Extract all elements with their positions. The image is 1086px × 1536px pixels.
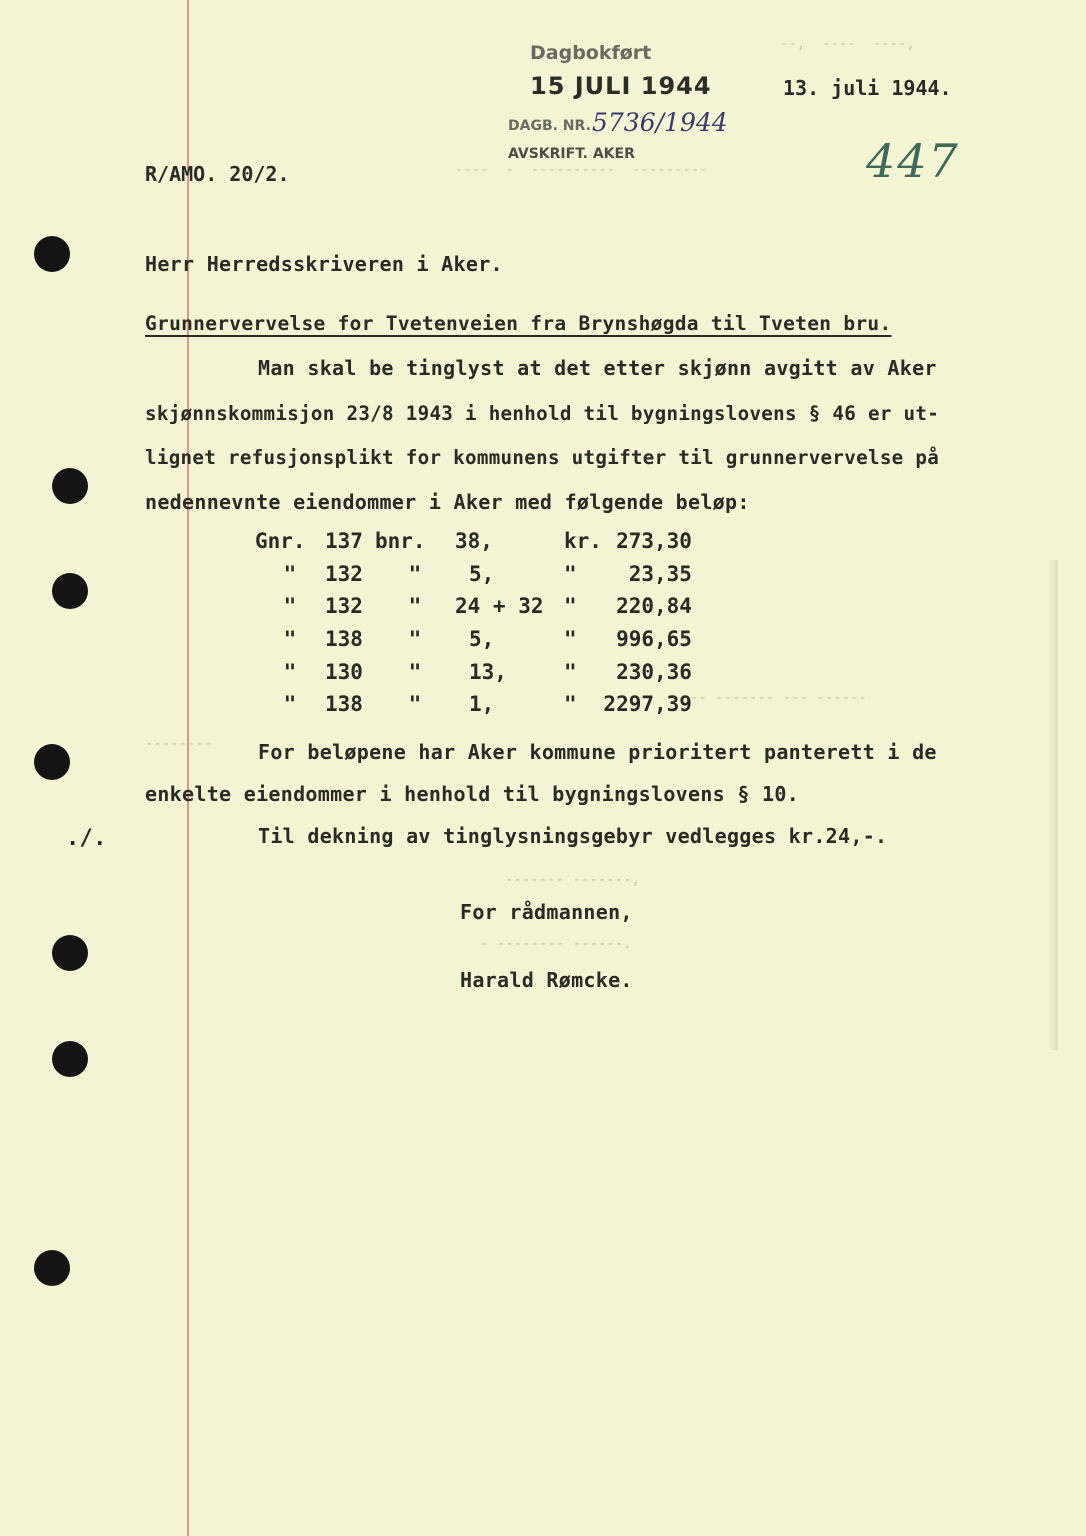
punch-hole (52, 573, 88, 609)
punch-hole (34, 236, 70, 272)
gnr-value: 130 (325, 659, 363, 684)
table-row (255, 558, 692, 591)
faint-bleed-through: --, ---- ----, (780, 36, 915, 52)
gnr-value: 137 (325, 529, 363, 554)
subject-line: Grunnervervelse for Tvetenveien fra Brynshøgda til Tveten bru. (145, 312, 892, 335)
amount: 2297,39 (603, 692, 692, 717)
table-row (255, 525, 692, 558)
closing: For rådmannen, (460, 900, 633, 924)
bnr-value: 1, (469, 692, 495, 717)
gnr-value: 132 (325, 561, 363, 586)
body-line: enkelte eiendommer i henhold til bygningslovens § 10. (145, 782, 800, 806)
amount: 220,84 (616, 594, 692, 619)
punch-hole (34, 1250, 70, 1286)
gnr-value: 138 (325, 692, 363, 717)
gnr-value: 138 (325, 627, 363, 652)
amount: 996,65 (616, 627, 692, 652)
bnr-value: 5, (469, 627, 495, 652)
table-row (255, 655, 692, 688)
table-row (255, 623, 692, 656)
bnr-label: " (408, 659, 422, 684)
gnr-label: " (283, 692, 297, 717)
body-line: nedennevnte eiendommer i Aker med følgende beløp: (145, 490, 750, 514)
punch-hole (52, 1041, 88, 1077)
punch-hole (52, 468, 88, 504)
addressee: Herr Herredsskriveren i Aker. (145, 252, 503, 276)
registration-stamp (500, 42, 728, 182)
body-line: Man skal be tinglyst at det etter skjønn avgitt av Aker (258, 356, 937, 380)
amount: 273,30 (616, 529, 692, 554)
bnr-label: " (408, 692, 422, 717)
faint-bleed-through: - -------- ------. (480, 936, 632, 952)
stamp-dagb-label: DAGB. NR. (508, 118, 591, 134)
gnr-label: " (283, 627, 297, 652)
body-line: Til dekning av tinglysningsgebyr vedlegges kr.24,-. (258, 824, 888, 848)
stamp-date: 15 JULI 1944 (530, 72, 712, 100)
gnr-label: " (283, 659, 297, 684)
bnr-value: 24 + 32 (455, 594, 544, 619)
stamp-title: Dagbokført (530, 42, 652, 64)
bnr-label: " (408, 627, 422, 652)
bnr-value: 13, (469, 659, 507, 684)
margin-mark: ./. (66, 826, 107, 851)
gnr-label: " (283, 561, 297, 586)
bnr-value: 5, (469, 561, 495, 586)
gnr-value: 132 (325, 594, 363, 619)
kr-label: " (564, 561, 577, 586)
table-row (255, 688, 692, 721)
bnr-label: " (408, 594, 422, 619)
bnr-label: bnr. (375, 529, 426, 554)
property-amounts-table (255, 525, 692, 721)
reference-number: R/AMO. 20/2. (145, 162, 290, 186)
stamp-avskrift: AVSKRIFT. AKER (508, 146, 635, 162)
faint-bleed-through: ------- -------, (505, 872, 640, 888)
bnr-value: 38, (455, 529, 493, 554)
page-number: 447 (866, 134, 960, 188)
gnr-label: " (283, 594, 297, 619)
body-line: lignet refusjonsplikt for kommunens utgifter til grunnervervelse på (145, 446, 940, 469)
faint-bleed-through: -- ------- --- ------ (690, 690, 868, 706)
page-edge-shadow (1048, 560, 1058, 1050)
faint-bleed-through: ---- - ---------- --------- (455, 162, 708, 178)
kr-label: " (564, 594, 577, 619)
gnr-label: Gnr. (255, 529, 306, 554)
margin-line (187, 0, 189, 1536)
signature: Harald Rømcke. (460, 968, 633, 992)
body-line: skjønnskommisjon 23/8 1943 i henhold til bygningslovens § 46 er ut- (145, 402, 940, 425)
amount: 230,36 (616, 659, 692, 684)
kr-label: " (564, 627, 577, 652)
table-row (255, 590, 692, 623)
faint-bleed-through: -------- (145, 736, 213, 752)
stamp-dagb-number: 5736/1944 (592, 108, 728, 137)
kr-label: kr. (564, 529, 602, 554)
body-line: For beløpene har Aker kommune prioritert panterett i de (258, 740, 937, 764)
letter-date: 13. juli 1944. (783, 76, 952, 100)
punch-hole (34, 744, 70, 780)
kr-label: " (564, 692, 577, 717)
punch-hole (52, 935, 88, 971)
amount: 23,35 (628, 561, 692, 586)
bnr-label: " (408, 561, 422, 586)
kr-label: " (564, 659, 577, 684)
